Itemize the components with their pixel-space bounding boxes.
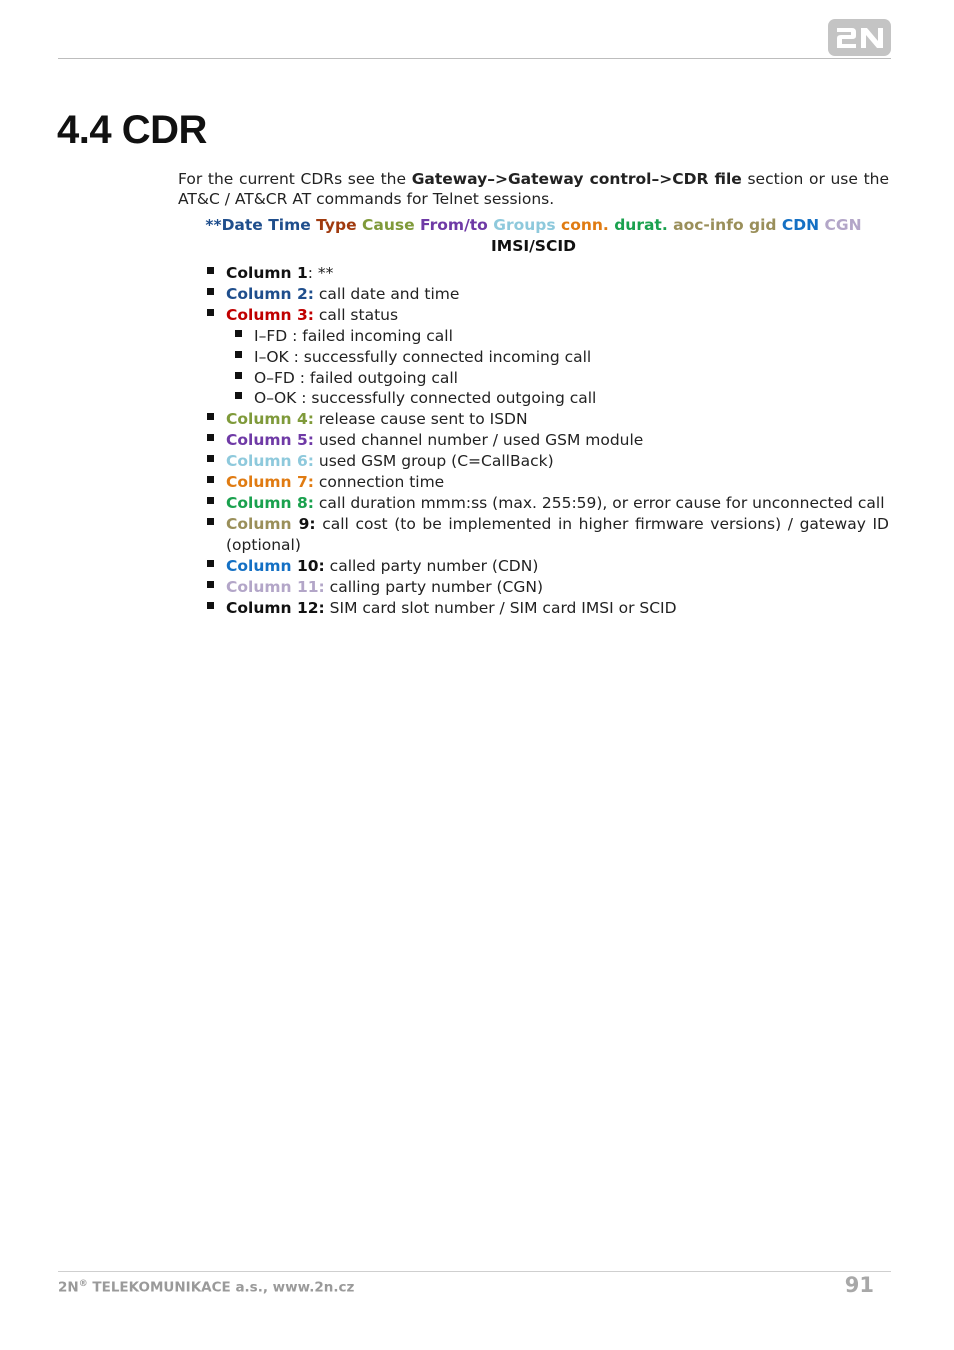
status-sublist <box>206 326 889 410</box>
bullet-icon <box>235 330 242 337</box>
column-description: used channel number / used GSM module <box>318 431 644 450</box>
footer-company-rest: TELEKOMUNIKACE a.s., www.2n.cz <box>87 1279 355 1296</box>
bullet-icon <box>207 309 214 316</box>
bullet-icon <box>207 518 214 525</box>
column-description: call status <box>318 305 399 324</box>
column-list <box>206 263 889 618</box>
status-item <box>206 368 889 389</box>
legend-token: CGN <box>824 216 862 234</box>
column-label: Column 6: <box>226 452 314 471</box>
legend-token: From/to <box>420 216 488 234</box>
column-item <box>206 598 889 619</box>
status-text: O–OK : successfully connected outgoing call <box>254 389 597 408</box>
column-description: call cost (to be implemented in higher firmware versions) / gateway ID (optional) <box>226 514 889 554</box>
column-label: Column <box>226 514 292 533</box>
legend-token-imsi: IMSI/SCID <box>491 237 576 255</box>
2n-logo-icon <box>828 19 891 56</box>
column-label: Column 2: <box>226 284 314 303</box>
column-label: Column 5: <box>226 431 314 450</box>
column-description: ** <box>317 264 334 282</box>
bullet-icon <box>207 602 214 609</box>
column-label: Column 8: <box>226 493 314 512</box>
intro-text-post: section or use the AT&C / AT&CR AT commands for Telnet sessions. <box>178 170 890 208</box>
column-number: 10: <box>291 556 325 575</box>
column-item <box>206 472 889 493</box>
footer-rule <box>58 1271 891 1272</box>
intro-text-pre: For the current CDRs see the <box>178 170 412 188</box>
column-description: release cause sent to ISDN <box>318 410 528 429</box>
cdr-format-legend <box>178 215 889 257</box>
bullet-icon <box>207 288 214 295</box>
legend-token: conn. <box>561 216 609 234</box>
status-item <box>206 347 889 368</box>
column-description: SIM card slot number / SIM card IMSI or SCID <box>329 598 677 617</box>
column-label: Column 1 <box>226 264 308 282</box>
bullet-icon <box>207 560 214 567</box>
column-label: Column 11: <box>226 577 325 596</box>
legend-token: Cause <box>362 216 415 234</box>
legend-token: durat. <box>614 216 668 234</box>
column-description: used GSM group (C=CallBack) <box>318 452 554 471</box>
legend-token: CDN <box>781 216 820 234</box>
status-text: I–FD : failed incoming call <box>254 326 453 345</box>
column-item <box>206 577 889 598</box>
column-item <box>206 556 889 577</box>
status-text: O–FD : failed outgoing call <box>254 368 458 387</box>
intro-path: Gateway–>Gateway control–>CDR file <box>411 170 742 188</box>
column-number: 9: <box>291 514 316 533</box>
column-label: Column 7: <box>226 473 314 492</box>
column-label: Column 3: <box>226 305 314 324</box>
column-item <box>206 451 889 472</box>
column-label: Column 12: <box>226 598 325 617</box>
status-item <box>206 388 889 409</box>
page-title: 4.4 CDR <box>57 108 207 152</box>
footer-company-prefix: 2N <box>58 1279 79 1296</box>
column-item <box>206 493 889 514</box>
bullet-icon <box>207 267 214 274</box>
legend-token: aoc-info gid <box>673 216 777 234</box>
registered-mark: ® <box>78 1279 88 1289</box>
column-label: Column <box>226 556 292 575</box>
legend-token: Groups <box>493 216 556 234</box>
header-rule <box>58 58 891 59</box>
bullet-icon <box>207 476 214 483</box>
bullet-icon <box>207 581 214 588</box>
column-item <box>206 263 889 284</box>
column-description: called party number (CDN) <box>329 556 539 575</box>
column-item <box>206 284 889 305</box>
bullet-icon <box>235 392 242 399</box>
bullet-icon <box>207 497 214 504</box>
footer-company <box>58 1279 354 1296</box>
bullet-icon <box>235 351 242 358</box>
column-label: Column 4: <box>226 410 314 429</box>
column-description: calling party number (CGN) <box>329 577 544 596</box>
column-description: call date and time <box>318 284 460 303</box>
column-description: call duration mmm:ss (max. 255:59), or error cause for unconnected call <box>318 493 885 512</box>
bullet-icon <box>207 455 214 462</box>
column-item <box>206 409 889 430</box>
legend-token: Type <box>316 216 357 234</box>
column-item <box>206 430 889 451</box>
bullet-icon <box>235 372 242 379</box>
bullet-icon <box>207 413 214 420</box>
column-item <box>206 305 889 326</box>
bullet-icon <box>207 434 214 441</box>
status-text: I–OK : successfully connected incoming call <box>254 347 592 366</box>
page-number: 91 <box>844 1273 874 1297</box>
legend-token: **Date Time <box>205 216 311 234</box>
column-item <box>206 514 889 556</box>
column-separator: : <box>307 264 318 282</box>
column-description: connection time <box>318 473 445 492</box>
intro-paragraph <box>178 169 889 209</box>
status-item <box>206 326 889 347</box>
